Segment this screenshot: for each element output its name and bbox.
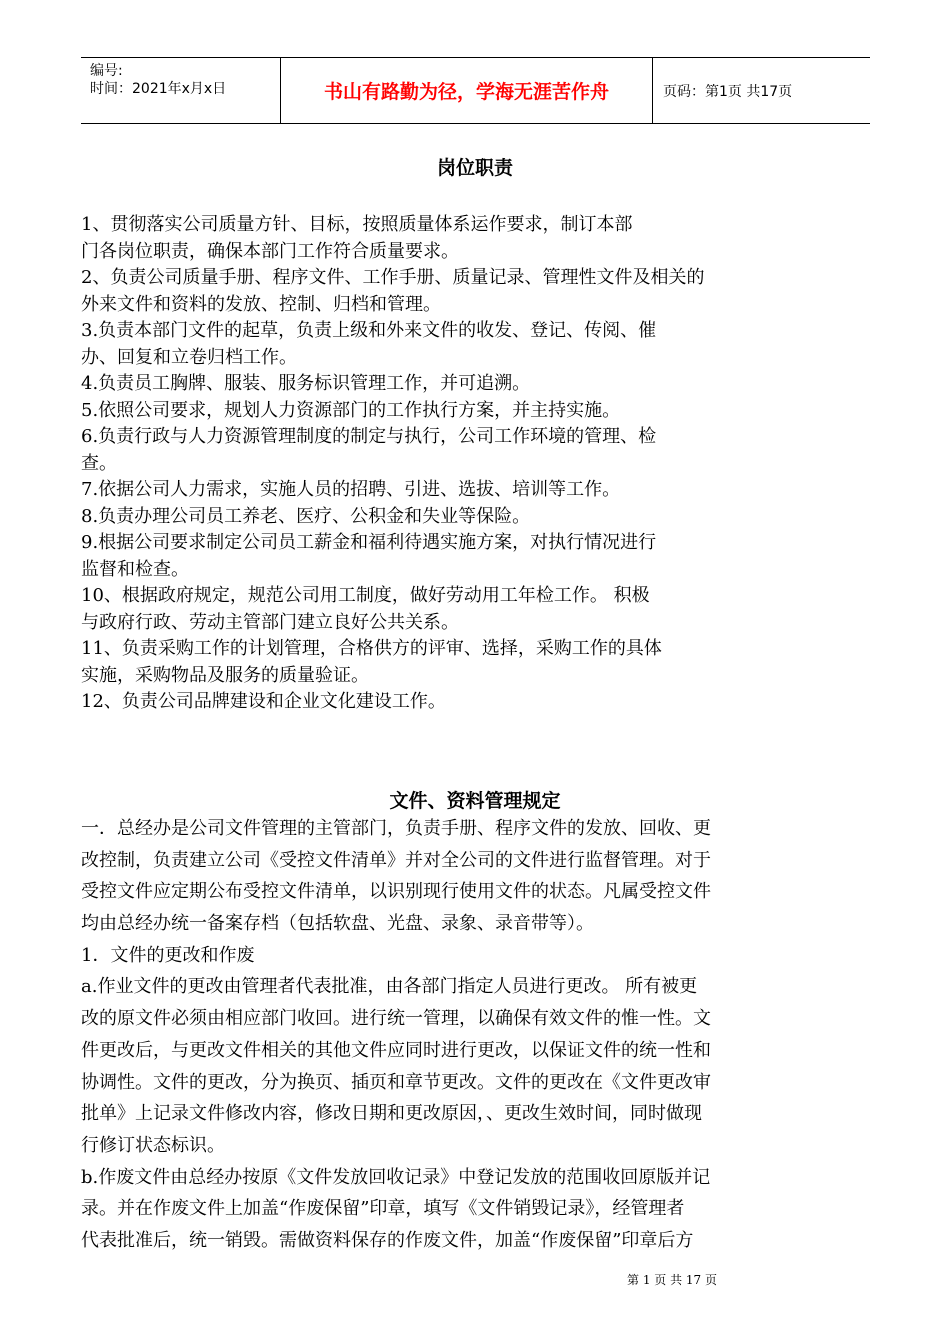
document-header	[81, 57, 870, 124]
body-line: 2、负责公司质量手册、程序文件、工作手册、质量记录、管理性文件及相关的	[81, 267, 705, 288]
body-line: 监督和检查。	[81, 558, 189, 580]
page-footer: 第 1 页 共 17 页	[627, 1273, 717, 1287]
body-line: 5.依照公司要求，规划人力资源部门的工作执行方案，并主持实施。	[81, 399, 621, 421]
body-line: 实施，采购物品及服务的质量验证。	[81, 664, 369, 686]
body-line: 件更改后，与更改文件相关的其他文件应同时进行更改，以保证文件的统一性和	[81, 1039, 711, 1061]
header-page-code: 页码：第1页 共17页	[663, 83, 793, 100]
body-line: 3.负责本部门文件的起草，负责上级和外来文件的收发、登记、传阅、催	[81, 320, 657, 341]
body-line: 12、负责公司品牌建设和企业文化建设工作。	[81, 691, 446, 712]
body-line: 录。并在作废文件上加盖“作废保留”印章，填写《文件销毁记录》，经管理者	[81, 1198, 685, 1220]
body-line: 改的原文件必须由相应部门收回。进行统一管理，以确保有效文件的惟一性。文	[81, 1008, 711, 1030]
body-line: 一．总经办是公司文件管理的主管部门，负责手册、程序文件的发放、回收、更	[81, 818, 711, 839]
body-line: 7.依据公司人力需求，实施人员的招聘、引进、选拔、培训等工作。	[81, 479, 621, 500]
body-line: 办、回复和立卷归档工作。	[81, 346, 297, 368]
body-line: 6.负责行政与人力资源管理制度的制定与执行，公司工作环境的管理、检	[81, 426, 657, 447]
body-line: 均由总经办统一备案存档（包括软盘、光盘、录象、录音带等）。	[81, 913, 594, 935]
document-management-body	[81, 813, 873, 1257]
header-info-cell	[81, 58, 281, 123]
body-line: 门各岗位职责，确保本部门工作符合质量要求。	[81, 240, 459, 262]
body-line: 4.负责员工胸牌、服装、服务标识管理工作，并可追溯。	[81, 373, 531, 394]
body-line: b.作废文件由总经办按原《文件发放回收记录》中登记发放的范围收回原版并记	[81, 1166, 711, 1188]
body-line: 协调性。文件的更改，分为换页、插页和章节更改。文件的更改在《文件更改审	[81, 1071, 711, 1093]
body-line: 9.根据公司要求制定公司员工薪金和福利待遇实施方案，对执行情况进行	[81, 532, 657, 553]
body-line: a.作业文件的更改由管理者代表批准，由各部门指定人员进行更改。 所有被更	[81, 976, 698, 998]
body-line: 1．文件的更改和作废	[81, 944, 255, 966]
body-line: 10、根据政府规定，规范公司用工制度，做好劳动用工年检工作。 积极	[81, 585, 650, 606]
body-line: 与政府行政、劳动主管部门建立良好公共关系。	[81, 611, 459, 633]
body-line: 8.负责办理公司员工养老、医疗、公积金和失业等保险。	[81, 505, 531, 527]
body-line: 改控制，负责建立公司《受控文件清单》并对全公司的文件进行监督管理。对于	[81, 849, 711, 871]
section-title-document-management: 文件、资料管理规定	[389, 790, 561, 812]
body-line: 查。	[81, 452, 117, 474]
body-line: 外来文件和资料的发放、控制、归档和管理。	[81, 293, 441, 315]
header-motto: 书山有路勤为径，学海无涯苦作舟	[281, 58, 653, 123]
section-title-job-duties: 岗位职责	[436, 157, 513, 179]
body-line: 代表批准后，统一销毁。需做资料保存的作废文件，加盖“作废保留”印章后方	[81, 1229, 694, 1251]
document-number-label: 编号:	[90, 63, 123, 79]
body-line: 1、贯彻落实公司质量方针、目标，按照质量体系运作要求，制订本部	[81, 214, 633, 235]
body-line: 11、负责采购工作的计划管理，合格供方的评审、选择，采购工作的具体	[81, 638, 662, 659]
document-time-label: 时间：2021年x月x日	[90, 81, 227, 97]
body-line: 批单》上记录文件修改内容，修改日期和更改原因，、更改生效时间，同时做现	[81, 1103, 702, 1125]
body-line: 行修订状态标识。	[81, 1134, 225, 1156]
job-duties-body	[81, 212, 881, 716]
body-line: 受控文件应定期公布受控文件清单，以识别现行使用文件的状态。凡属受控文件	[81, 881, 711, 903]
